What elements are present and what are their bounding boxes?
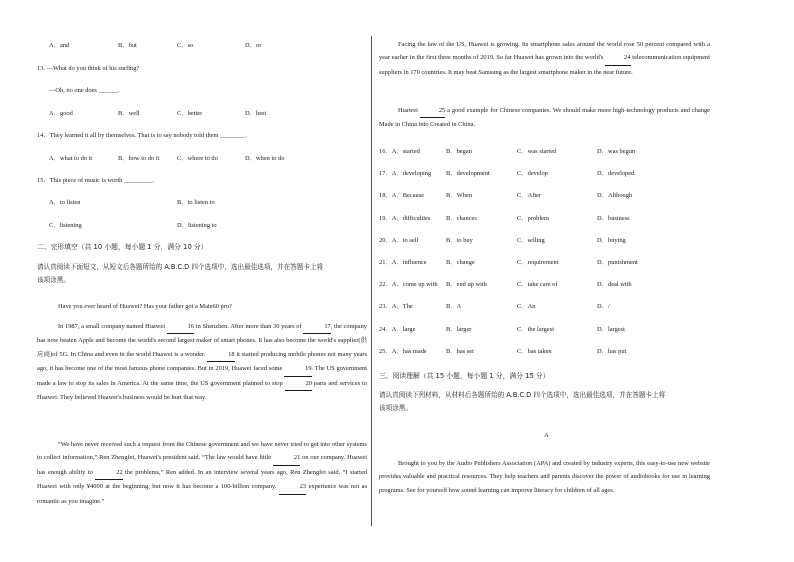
- p2-text-a: “We have never received such a request from the Chinese government and we have never tried to get into other systems to collect information,” Ren Zhengfei, Huawei's president said. “The law would have little: [37, 441, 367, 462]
- p3-text-a: Facing the law of the US, Huawei is growing. Its smartphone sales around the world rose 50 percent compared with a year earlier in the first three months of 2019. So far Huawei has grown into the world's: [379, 41, 710, 62]
- q12-option-c: C．so: [177, 42, 194, 49]
- option-q17-b: B．development: [446, 170, 490, 178]
- q15-stem: 15．This piece of music is worth _________.: [37, 177, 155, 184]
- blank-20: 20: [285, 377, 312, 391]
- passage-title: Have you ever heard of Huawei? Has your father got a Mate60 pro?: [58, 303, 232, 310]
- section2-instr-line2: 该项涂黑。: [37, 276, 70, 285]
- option-q23-a: 23．A．The: [379, 303, 413, 311]
- option-q22-b: B．end up with: [446, 281, 487, 289]
- p1-text-g: parts and services to Huawei. They believed Huawei's business would be hurt that way.: [37, 379, 367, 402]
- q15-option-d: D．listening to: [177, 222, 217, 229]
- option-q18-b: B．When: [446, 192, 472, 200]
- blank-19: 19: [284, 362, 311, 376]
- q14-option-a: A．what to do it: [49, 155, 93, 162]
- p4-text-a: Huawei: [398, 107, 420, 114]
- q13-stem: 13. —What do you think of his surfing?: [37, 65, 140, 72]
- q13-option-c: C．better: [177, 110, 203, 117]
- option-q24-d: D．largest: [597, 325, 625, 333]
- q12-option-a: A．and: [49, 42, 70, 49]
- option-q22-a: 22．A．come up with: [379, 281, 438, 289]
- option-q19-d: D．business: [597, 214, 630, 222]
- cloze-paragraph-2: [37, 438, 367, 508]
- cloze-paragraph-4: [379, 104, 710, 132]
- blank-21: 21: [273, 451, 300, 465]
- p2-text-d: the problems,” Ren added. In an interview several years ago, Ren Zhengfei said, “I started Huawei with only ¥4000 at the beginning, but now it has become a 100-billion company.: [37, 468, 367, 491]
- section2-instr-line1: 请认真阅读下面短文，从短文后各题所给的 A.B.C.D 四个选项中，选出最佳选项，并在答题卡上将: [37, 263, 324, 271]
- option-q17-a: 17．A．developing: [379, 170, 432, 178]
- blank-24: 24: [605, 51, 630, 65]
- p1-text-e: it started producing mobile phones not many years ago, it has become one of the most famous phone companies. But in 2019, Huawei faced some: [37, 350, 367, 373]
- q13-option-a: A．good: [49, 110, 73, 117]
- cloze-paragraph-3: [379, 38, 710, 79]
- option-q19-b: B．chances: [446, 214, 477, 222]
- option-q20-b: B．to buy: [446, 236, 473, 244]
- q12-option-b: B．but: [118, 42, 137, 49]
- option-q24-a: 24．A．large: [379, 325, 416, 333]
- q13-option-d: D．best: [245, 110, 267, 117]
- q13-reply: —Oh, no one does ______.: [49, 87, 120, 94]
- option-q23-b: B．A: [446, 303, 462, 311]
- option-q20-c: C．selling: [517, 236, 545, 244]
- option-q20-a: 20．A．to sell: [379, 236, 419, 244]
- q12-option-d: D．or: [245, 42, 262, 49]
- q14-option-d: D．when to do: [245, 155, 285, 162]
- section3-instr-line1: 请认真阅读下列材料，从材料后各题所给的 A.B.C.D 四个选项中，选出最佳选项，并在答题卡上将: [379, 391, 666, 399]
- option-q21-c: C．requirement: [517, 259, 559, 266]
- blank-17: 17: [303, 320, 330, 334]
- p1-text-f: . The US government made a law to stop its sales in America. At the same time, the US government planned to stop: [37, 365, 367, 387]
- q14-stem: 14．They learned it all by themselves. That is to say nobody told them ________.: [37, 132, 248, 139]
- q15-option-a: A．to listen: [49, 199, 81, 206]
- q15-option-c: C．listening: [49, 222, 82, 229]
- option-q24-b: B．larger: [446, 325, 472, 333]
- option-q16-c: C．was started: [517, 148, 557, 155]
- option-q17-c: C．develop: [517, 170, 548, 178]
- p1-text-a: In 1987, a small company named Huawei: [58, 323, 167, 330]
- passage-a-text: Brought to you by the Audio Publishers Association (APA) and created by industry experts, this easy-to-use new website provides valuable and practical resources. They help teachers and parents discover the power of audiobooks for use in learning programs. See for yourself how sound learning can improve literacy for children of all ages.: [379, 460, 710, 494]
- blank-16: 16: [167, 320, 194, 334]
- option-q16-d: D．was begun: [597, 148, 636, 155]
- q14-option-b: B．how to do it: [118, 155, 160, 162]
- option-q25-c: C．has taken: [517, 347, 552, 355]
- option-q18-d: D．Although: [597, 192, 633, 200]
- section3-heading: 三、阅读理解（共 15 小题，每小题 1 分，满分 15 分）: [379, 372, 550, 380]
- blank-25: 25: [420, 104, 445, 118]
- option-q18-a: 18．A．Because: [379, 192, 425, 200]
- passage-a-label: A: [544, 432, 549, 439]
- option-q19-a: 19．A．difficulties: [379, 214, 431, 222]
- option-q22-d: D．deal with: [597, 281, 632, 289]
- option-q23-c: C．An: [517, 303, 536, 311]
- p4-text-c: a good example for Chinese companies. We should make more high-technology products and change Made in China into Created in China.: [379, 107, 710, 129]
- option-q16-a: 16．A．started: [379, 148, 420, 155]
- option-q18-c: C．After: [517, 192, 542, 200]
- section2-heading: 二、完形填空（共 10 小题，每小题 1 分，满分 10 分）: [37, 243, 208, 251]
- q15-option-b: B．to listen to: [177, 199, 215, 206]
- cloze-paragraph-1: [37, 320, 367, 404]
- option-q25-d: D．has put: [597, 347, 627, 355]
- p2-text-c: on our company. Huawei has enough ability to: [37, 454, 367, 476]
- p1-text-d: , the company has now beaten Apple and become the world's second largest maker of smart phones. It has also become the world's supplier(供应商)of 5G. In China and even in the world Huawei is a wonder.: [37, 323, 367, 358]
- p1-text-c: in Shenzhen. After more than 30 years of: [194, 323, 304, 330]
- option-q19-c: C．problem: [517, 214, 549, 222]
- option-q21-a: 21．A．influence: [379, 259, 427, 266]
- blank-22: 22: [95, 466, 122, 480]
- option-q25-b: B．has set: [446, 347, 474, 355]
- section2-instructions: [37, 261, 367, 288]
- option-q16-b: B．began: [446, 148, 472, 155]
- blank-23: 23: [279, 480, 306, 494]
- option-q22-c: C．take care of: [517, 281, 558, 289]
- blank-18: 18: [207, 348, 234, 362]
- option-q20-d: D．buying: [597, 236, 626, 244]
- q14-option-c: C．where to do: [177, 155, 218, 162]
- option-q21-b: B．change: [446, 259, 475, 266]
- option-q23-d: D．/: [597, 303, 610, 311]
- option-q25-a: 25．A．has made: [379, 347, 427, 355]
- section3-instructions: [379, 389, 714, 416]
- option-q17-d: D．developed: [597, 170, 635, 178]
- option-q24-c: C．the largest: [517, 325, 554, 333]
- column-divider: [371, 36, 372, 526]
- option-q21-d: D．punishment: [597, 259, 638, 266]
- q13-option-b: B．well: [118, 110, 140, 117]
- p3-text-c: telecommunication equipment suppliers in 170 countries. It may beat Samsung as the largest smartphone maker in the near future.: [379, 54, 711, 76]
- section3-instr-line2: 该项涂黑。: [379, 404, 412, 413]
- p2-text-e: experience was not as romantic as you imagine.”: [37, 483, 367, 505]
